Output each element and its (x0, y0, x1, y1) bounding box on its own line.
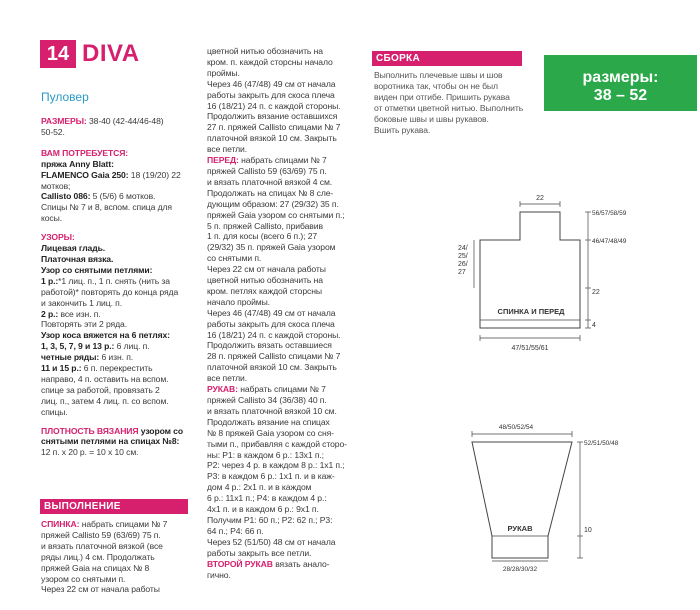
sleeve-right-dim-2: 10 (584, 527, 592, 534)
sleeve-schematic (460, 418, 680, 578)
sleeve-bottom-dim: 28/28/30/32 (502, 566, 538, 573)
front-heading: ПЕРЕД: (207, 155, 239, 166)
article-title (40, 40, 140, 68)
column-materials: РАЗМЕРЫ: 38-40 (42-44/46-48) 50-52. ВАМ ПОТРЕБУЕТСЯ: пряжа Anny Blatt: FLAMENCO Gaia 250: 18 (19/20) 22 мотков; Callisto 086: 5 (5/6) 6 мотков. Спицы № 7 и 8, вспом. спица для косы. УЗОРЫ: Лицевая гладь. Платочная вязка. Узор со снятыми петлями: 1 р.:*1 лиц. п., 1 п. снять (нить за работой)* повторять до конца ряда и закончить 1 лиц. п. 2 р.: все изн. п. Повторять эти 2 ряда. Узор коса вяжется на 6 петлях: 1, 3, 5, 7, 9 и 13 р.: 6 лиц. п. четные ряды: 6 изн. п. 11 и 15 р.: 6 п. перекрестить направо, 4 п. оставить на вспом. спице за работой, провязать 2 лиц. п., затем 4 лиц. п. со вспом. спицы. ПЛОТНОСТЬ ВЯЗАНИЯ узором со снятыми петлями на спицах №8: 12 п. х 20 р. = 10 х 10 см. (41, 116, 199, 458)
assembly-text: Выполнить плечевые швы и шов воротника так, чтобы он не был виден при отгибе. Пришить рукава от отметки цветной нитью. Выполнить боковые швы и швы рукавов. Вшить рукава. (374, 70, 524, 135)
body-right-dim-2: 46/47/48/49 (592, 238, 627, 245)
column-back-start: СПИНКА: набрать спицами № 7 пряжей Callisto 59 (63/69) 75 п. и вязать платочной вязкой (все ряды лиц.) 4 см. Продолжать пряжей Gaia на спицах № 8 узором со снятыми п. Через 22 см от начала работы (41, 519, 168, 595)
section-patterns: УЗОРЫ: (41, 232, 75, 243)
body-bottom-dim: 47/51/55/61 (511, 345, 549, 352)
body-left-dim-3: 26/ (458, 261, 468, 268)
column-instructions: цветной нитью обозначить на кром. п. каждой сторсны начало проймы. Через 46 (47/48) 49 см от начала работы закрыть для скоса плеча 16 (18/21) 24 п. с каждой стороны. Продолжить вязание оставшихся 27 п. пряжей Callisto спицами № 7 платочной вязкой 10 см. Закрыть все петли. ПЕРЕД: набрать спицами № 7 пряжей Callisto 59 (63/69) 75 п. и вязать платочной вязкой 4 см. Продолжать на спицах № 8 сле- дующим образом: 27 (29/32) 35 п. пряжей Gaia узором со снятыми п.; 5 п. пряжей Callisto, прибавив 1 п. для косы (всего 6 п.); 27 (29/32) 35 п. пряжей Gaia узором со снятыми п. Через 22 см от начала работы цветной нитью обозначить на кром. петлях каждой сторсны начало проймы. Через 46 (47/48) 49 см от начала работы закрыть для скоса плеча 16 (18/21) 24 п. с каждой стороны. Продолжить вязать оставшиеся 28 п. пряжей Callisto спицами № 7 платочной вязкой 10 см. Закрыть все петли. РУКАВ: набрать спицами № 7 пряжей Callisto 34 (36/38) 40 п. и вязать платочной вязкой 10 см. Продолжать вязание на спицах № 8 пряжей Gaia узором со сня- тыми п., прибавляя с каждой сторо- ны: Р1: в каждом 6 р.: 13х1 п.; Р2: через 4 р. в каждом 8 р.: 1х1 п.; Р3: в каждом 6 р.: 1х1 п. и в каж- дом 4 р.: 2х1 п. и в каждом 6 р.: 11х1 п.; Р4: в каждом 4 р.: 4х1 п. и в каждом 6 р.: 9х1 п. Получим Р1: 60 п.; Р2: 62 п.; Р3: 64 п.; Р4: 66 п. Через 52 (51/50) 48 см от начала работы закрыть все петли. ВТОРОЙ РУКАВ вязать анало- гично. (207, 46, 347, 580)
body-left-dim-1: 24/ (458, 245, 468, 252)
body-top-dim: 22 (536, 195, 544, 202)
section-bar-execution: ВЫПОЛНЕНИЕ (40, 499, 188, 514)
section-need: ВАМ ПОТРЕБУЕТСЯ: (41, 147, 129, 158)
pattern-number: 14 (40, 40, 76, 68)
body-left-dim-4: 27 (458, 269, 466, 276)
sizes-badge: размеры: 38 – 52 (544, 55, 697, 111)
body-left-dim-2: 25/ (458, 253, 468, 260)
section-bar-assembly: СБОРКА (372, 51, 522, 66)
body-right-dim-4: 4 (592, 322, 596, 329)
sleeve-right-dim-1: 52/51/50/48 (584, 440, 619, 447)
sleeve-label: РУКАВ (507, 524, 533, 533)
pattern-name: DIVA (82, 40, 140, 67)
second-sleeve-heading: ВТОРОЙ РУКАВ (207, 558, 273, 569)
body-label: СПИНКА И ПЕРЕД (497, 307, 565, 316)
body-right-dim-1: 56/57/58/59 (592, 210, 627, 217)
body-right-dim-3: 22 (592, 289, 600, 296)
body-schematic (440, 190, 650, 360)
sleeve-top-dim: 48/50/52/54 (498, 424, 534, 431)
sleeve-heading: РУКАВ: (207, 384, 238, 395)
sleeve-outline (472, 442, 572, 558)
garment-type: Пуловер (41, 90, 89, 104)
